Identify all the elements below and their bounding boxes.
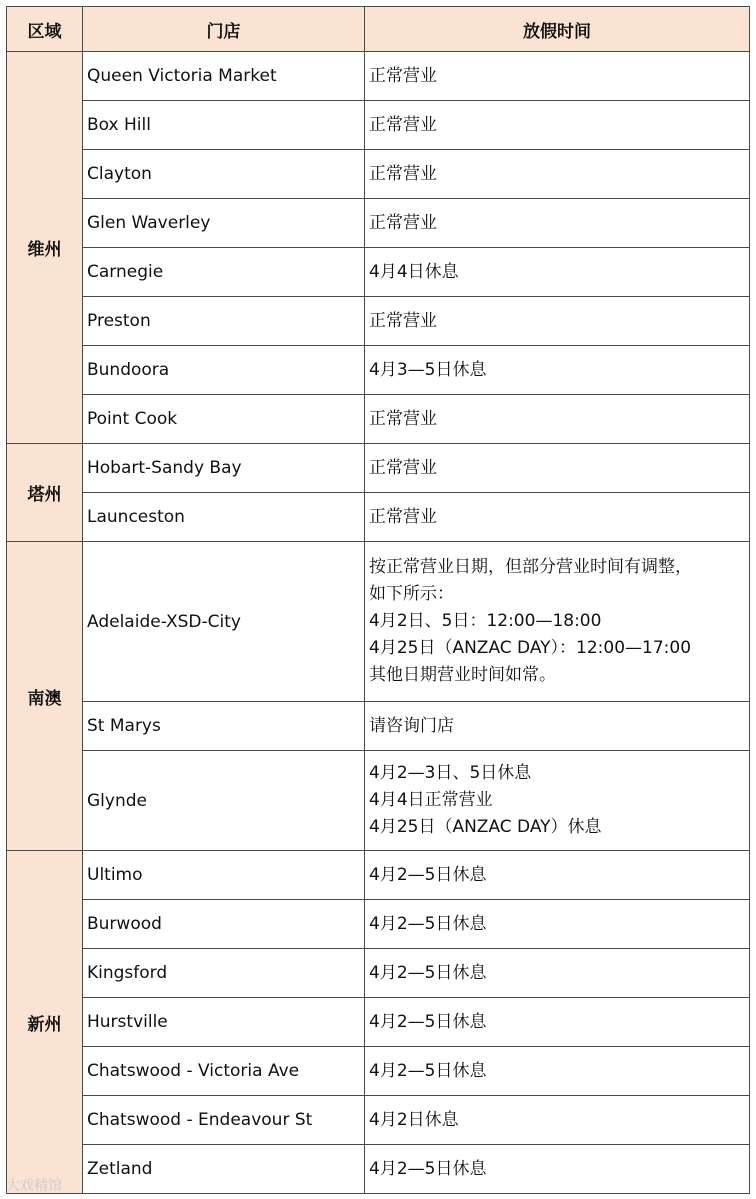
table-row	[7, 702, 750, 751]
table-row	[7, 998, 750, 1047]
hours-line: 正常营业	[369, 212, 437, 233]
hours-cell	[365, 702, 750, 751]
store-cell: Hurstville	[83, 998, 365, 1047]
hours-line: 正常营业	[369, 457, 437, 478]
table-row	[7, 1145, 750, 1194]
hours-line: 如下所示：	[369, 584, 454, 604]
store-cell: Glen Waverley	[83, 199, 365, 248]
hours-cell	[365, 199, 750, 248]
store-hours-table	[6, 6, 750, 1194]
hours-cell	[365, 900, 750, 949]
watermark: 大戏精馆	[6, 1178, 62, 1194]
table-row	[7, 444, 750, 493]
hours-line: 4月2—5日休息	[369, 1011, 487, 1032]
hours-cell	[365, 493, 750, 542]
store-cell: Launceston	[83, 493, 365, 542]
hours-line: 4月2—5日休息	[369, 913, 487, 934]
store-cell: Kingsford	[83, 949, 365, 998]
hours-line: 4月25日（ANZAC DAY）：12:00—17:00	[369, 638, 692, 658]
hours-line: 其他日期营业时间如常。	[369, 665, 556, 685]
table-row	[7, 395, 750, 444]
table-row	[7, 101, 750, 150]
store-cell: Clayton	[83, 150, 365, 199]
store-cell: Chatswood - Victoria Ave	[83, 1047, 365, 1096]
store-cell: Chatswood - Endeavour St	[83, 1096, 365, 1145]
hours-line: 4月3—5日休息	[369, 359, 487, 380]
hours-cell	[365, 101, 750, 150]
table-row	[7, 1096, 750, 1145]
hours-line: 正常营业	[369, 114, 437, 135]
table-row	[7, 150, 750, 199]
store-cell: Box Hill	[83, 101, 365, 150]
hours-line: 正常营业	[369, 310, 437, 331]
hours-line: 4月4日正常营业	[369, 790, 493, 810]
table-row	[7, 297, 750, 346]
region-cell: 维州	[7, 52, 83, 444]
table-row	[7, 199, 750, 248]
hours-line: 4月2—5日休息	[369, 1158, 487, 1179]
table-row	[7, 851, 750, 900]
header-store: 门店	[83, 7, 365, 52]
hours-line: 4月25日（ANZAC DAY）休息	[369, 817, 602, 837]
hours-cell	[365, 1047, 750, 1096]
table-row	[7, 751, 750, 851]
hours-cell	[365, 297, 750, 346]
table-row	[7, 493, 750, 542]
hours-line: 4月2—5日休息	[369, 864, 487, 885]
hours-line: 按正常营业日期，但部分营业时间有调整，	[369, 557, 692, 577]
hours-cell	[365, 949, 750, 998]
hours-cell	[365, 1145, 750, 1194]
hours-cell	[365, 52, 750, 101]
hours-line: 正常营业	[369, 506, 437, 527]
header-hours: 放假时间	[365, 7, 750, 52]
table-row	[7, 900, 750, 949]
store-cell: Queen Victoria Market	[83, 52, 365, 101]
hours-cell	[365, 1096, 750, 1145]
store-cell: Burwood	[83, 900, 365, 949]
hours-line: 请咨询门店	[369, 715, 454, 736]
store-cell: Ultimo	[83, 851, 365, 900]
table-row	[7, 248, 750, 297]
hours-cell	[365, 851, 750, 900]
store-cell: Glynde	[83, 751, 365, 851]
store-cell: Zetland	[83, 1145, 365, 1194]
hours-line: 正常营业	[369, 408, 437, 429]
hours-line: 4月2日休息	[369, 1109, 459, 1130]
hours-line: 正常营业	[369, 163, 437, 184]
hours-line: 4月2—5日休息	[369, 1060, 487, 1081]
store-cell: Adelaide-XSD-City	[83, 542, 365, 702]
hours-cell	[365, 395, 750, 444]
hours-line: 4月4日休息	[369, 261, 459, 282]
hours-cell	[365, 998, 750, 1047]
hours-line: 4月2日、5日：12:00—18:00	[369, 611, 602, 631]
store-cell: Preston	[83, 297, 365, 346]
table-row	[7, 346, 750, 395]
hours-cell	[365, 751, 750, 851]
hours-cell	[365, 542, 750, 702]
table-row	[7, 542, 750, 702]
region-cell: 南澳	[7, 542, 83, 851]
header-region: 区域	[7, 7, 83, 52]
hours-cell	[365, 150, 750, 199]
hours-cell	[365, 444, 750, 493]
store-cell: Hobart-Sandy Bay	[83, 444, 365, 493]
hours-line: 4月2—3日、5日休息	[369, 763, 532, 783]
store-cell: Point Cook	[83, 395, 365, 444]
hours-cell	[365, 346, 750, 395]
hours-line: 正常营业	[369, 65, 437, 86]
table-row	[7, 949, 750, 998]
store-cell: Carnegie	[83, 248, 365, 297]
hours-cell	[365, 248, 750, 297]
region-cell: 塔州	[7, 444, 83, 542]
header-row	[7, 7, 750, 52]
table-row	[7, 52, 750, 101]
table-row	[7, 1047, 750, 1096]
store-cell: Bundoora	[83, 346, 365, 395]
region-cell: 新州	[7, 851, 83, 1194]
hours-line: 4月2—5日休息	[369, 962, 487, 983]
store-cell: St Marys	[83, 702, 365, 751]
